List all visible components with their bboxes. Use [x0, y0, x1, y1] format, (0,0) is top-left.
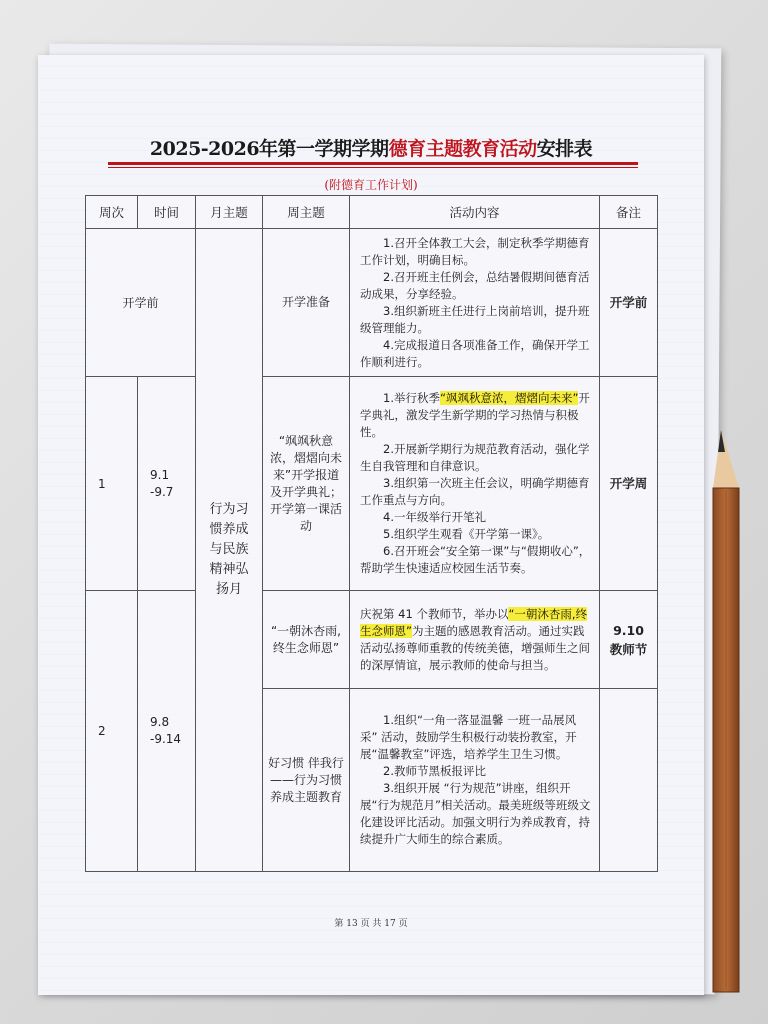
cell-activities-2b: 1.组织“一角一落显温馨 一班一品展风采” 活动，鼓励学生积极行动装扮教室，开展“温馨教室”评选，培养学生卫生习惯。 2.教师节黑板报评比 3.组织开展 “行为规范”讲座，组织开展“行为规范月”相关活动。最美班级等班级文化建设评比活动。加强文明行为养成教育，持续提升广大师生的综合素质。: [350, 689, 600, 872]
title-underline-thin: [108, 167, 638, 168]
table-header-row: [86, 196, 658, 229]
header-time: 时间: [138, 196, 196, 229]
cell-week-1: 1: [86, 377, 138, 591]
cell-theme-2b: 好习惯 伴我行 ——行为习惯养成主题教育: [263, 689, 350, 872]
header-activities: 活动内容: [350, 196, 600, 229]
table-row-pre: [86, 229, 658, 377]
cell-time-1: 9.1 -9.7: [138, 377, 196, 591]
highlight-text: “飒飒秋意浓，熠熠向未来”: [439, 391, 579, 405]
title-underline: [108, 162, 638, 165]
cell-activities-2a: 庆祝第 41 个教师节，举办以“一朝沐杏雨,终生念师恩”为主题的感恩教育活动。通过实践活动弘扬尊师重教的传统美德，增强师生之间的深厚情谊，展示教师的使命与担当。: [350, 591, 600, 689]
cell-note-pre: 开学前: [600, 229, 658, 377]
header-month-theme: 月主题: [196, 196, 263, 229]
cell-theme-1: “飒飒秋意浓，熠熠向未来”开学报道及开学典礼；开学第一课活动: [263, 377, 350, 591]
header-week-theme: 周主题: [263, 196, 350, 229]
cell-week-2: 2: [86, 591, 138, 872]
cell-theme-pre: 开学准备: [263, 229, 350, 377]
highlight-text: “一朝沐杏雨,终生念师恩”: [360, 606, 588, 638]
cell-activities-pre: 1.召开全体教工大会，制定秋季学期德育工作计划，明确目标。 2.召开班主任例会，总结暑假期间德育活动成果，分享经验。 3.组织新班主任进行上岗前培训，提升班级管理能力。 4.完成报道日各项准备工作，确保开学工作顺利进行。: [350, 229, 600, 377]
schedule-table: [85, 195, 658, 872]
cell-note-2a: 9.10教师节: [600, 591, 658, 689]
cell-activities-1: 1.举行秋季“飒飒秋意浓，熠熠向未来”开学典礼，激发学生新学期的学习热情与积极性。 2.开展新学期行为规范教育活动，强化学生自我管理和自律意识。 3.组织第一次班主任会议，明确学期德育工作重点与方向。 4.一年级举行开笔礼 5.组织学生观看《开学第一课》。 6.召开班会“安全第一课”与“假期收心”，帮助学生快速适应校园生活节奏。: [350, 377, 600, 591]
cell-week-pre: 开学前: [86, 229, 196, 377]
cell-note-1: 开学周: [600, 377, 658, 591]
cell-month-theme: 行为习惯养成与民族精神弘扬月: [196, 229, 263, 872]
document-subtitle: (附德育工作计划): [324, 178, 418, 192]
table-row-week-2a: [86, 591, 658, 689]
title-highlight: 德育主题教育活动: [388, 138, 537, 160]
header-week: 周次: [86, 196, 138, 229]
document-title: 2025-2026年第一学期学期德育主题教育活动安排表: [149, 138, 593, 160]
pencil-icon: [708, 430, 744, 996]
page-number: 第 13 页 共 17 页: [334, 919, 408, 929]
cell-theme-2a: “一朝沐杏雨,终生念师恩”: [263, 591, 350, 689]
cell-time-2: 9.8 -9.14: [138, 591, 196, 872]
header-notes: 备注: [600, 196, 658, 229]
cell-note-2b: [600, 689, 658, 872]
table-row-week-1: [86, 377, 658, 591]
